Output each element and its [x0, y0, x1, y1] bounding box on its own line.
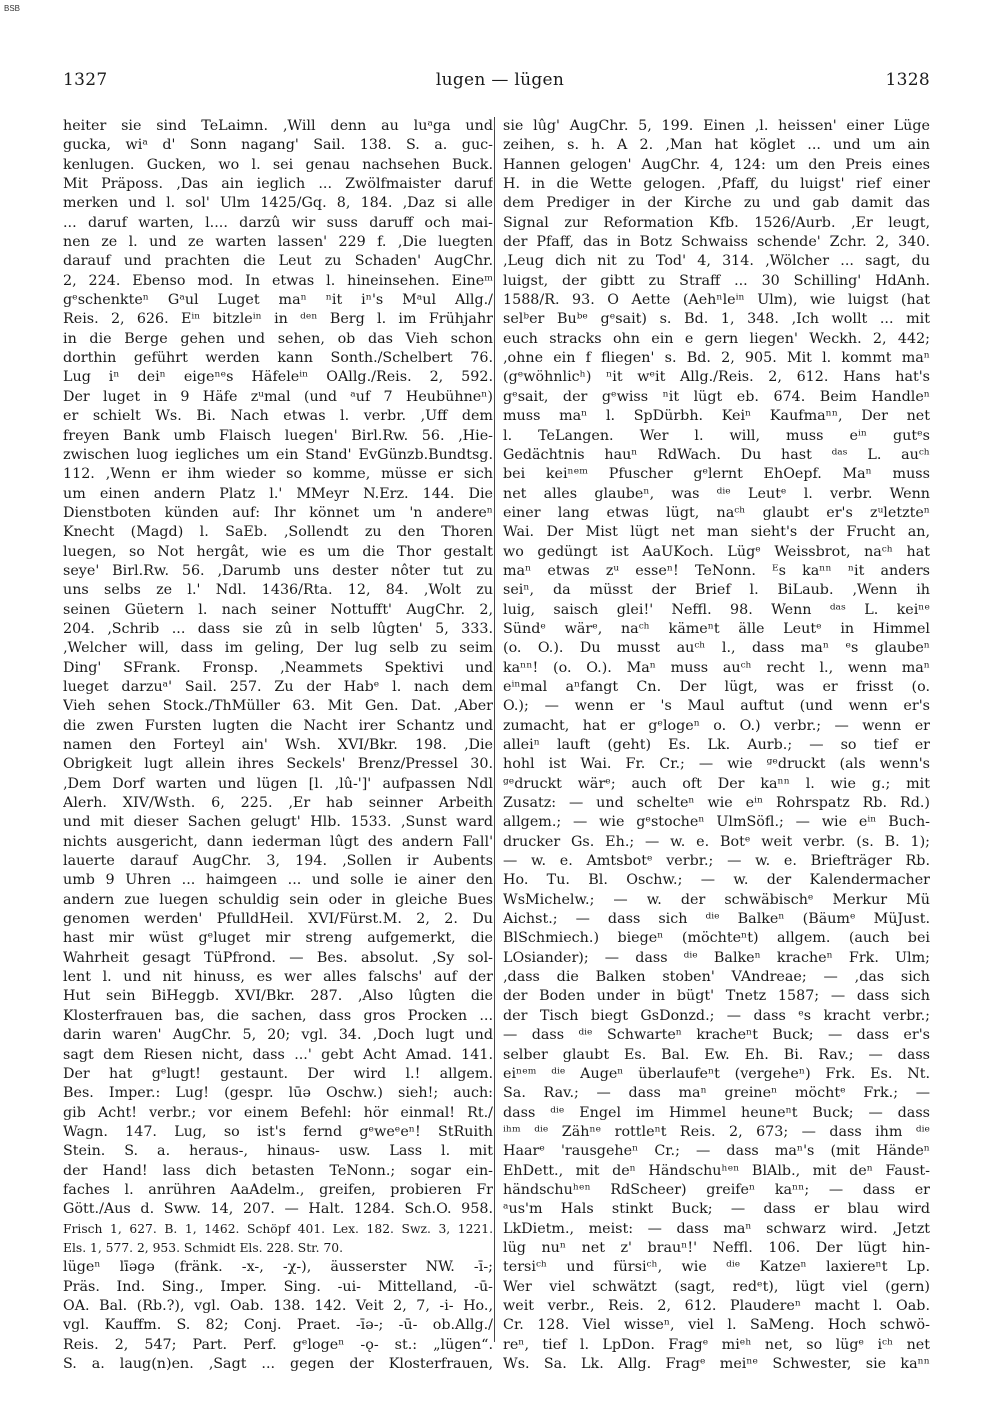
text-line: andern zue luegen schuldig sein oder in gleiche Bues: [63, 891, 493, 908]
text-line: net alles glaubeⁿ, was ᵈⁱᵉ Leutᵉ l. verbr. Wenn: [503, 485, 930, 502]
text-line: weit verbr., Reis. 2, 612. Plaudereⁿ macht l. Oab.: [503, 1297, 930, 1314]
text-line: luig, saisch glei!' Neffl. 98. Wenn ᵈᵃˢ L. keiⁿᵉ: [503, 601, 930, 618]
text-line: Els. 1, 577. 2, 953. Schmidt Els. 228. Str. 70.: [63, 1240, 344, 1255]
text-line: händschuʰᵉⁿ RdScheer) greifeⁿ kaⁿⁿ; — dass er: [503, 1181, 930, 1198]
left-page-number: 1327: [63, 70, 108, 90]
text-line: gucka, wiᵃ d' Sonn nagang' Sail. 138. S. a. guc-: [63, 137, 493, 154]
text-line: der Boden under in bügt' Tnetz 1587; — dass sich: [503, 988, 930, 1005]
text-line: Dienstboten künden auf: Ihr könnet um 'n andereⁿ: [63, 504, 493, 521]
text-line: zeihen, s. h. A 2. ‚Man hat köglet ... und um ain: [503, 137, 930, 154]
text-line: kenlugen. Gucken, wo l. sei genau nachsehen Buck.: [63, 156, 493, 173]
text-line: Bes. Imper.: Lug! (gespr. lūə Oschw.) sieh!; auch:: [63, 1085, 493, 1102]
text-line: faches l. anrühren AaAdelm., greifen, probieren Fr: [63, 1181, 493, 1198]
text-line: O.); — wenn er 's Maul auftut (und wenn er's: [503, 698, 930, 715]
left-text-column: [63, 117, 493, 1374]
text-line: drucker Gs. Eh.; — w. e. Botᵉ weit verbr. (s. B. 1);: [503, 833, 930, 850]
text-line: uns selbs ze l.' Ndl. 1436/Rta. 12, 84. ‚Wolt zu: [63, 582, 493, 599]
text-line: LOsiander); — dass ᵈⁱᵉ Balkeⁿ kracheⁿ Frk. Ulm;: [503, 949, 930, 966]
text-line: S. a. laug(n)en. ‚Sagt ... gegen der Klosterfrauen,: [63, 1356, 493, 1372]
text-line: einer lang etwas lügt, naᶜʰ glaubt er's zᵘletzteⁿ: [503, 504, 930, 521]
text-line: lüg nuⁿ net z' brauⁿ!' Neffl. 106. Der lügt hin-: [503, 1239, 930, 1256]
text-line: — dass ᵈⁱᵉ Schwarteⁿ kracheⁿt Buck; — dass er's: [503, 1027, 930, 1044]
text-line: um einen andern Platz l.' MMeyr N.Erz. 144. Die: [63, 485, 493, 502]
text-line: eiⁿᵉᵐ ᵈⁱᵉ Augeⁿ überlaufeⁿt (vergeheⁿ) Frk. Es. Nt.: [503, 1065, 930, 1082]
text-line: umb 9 Uhren ... haimgeen ... und solle ie ainer den: [63, 872, 493, 889]
text-line: seye' Birl.Rw. 56. ‚Darumb uns dester nôter tut zu: [63, 562, 493, 579]
text-line: ‚Dem Dorf warten und lügen [l. ‚lû-']' aufpassen Ndl: [63, 775, 493, 792]
text-line: lueget darzuᵃ' Sail. 257. Zu der Habᵉ l. nach dem: [63, 678, 493, 695]
text-line: Mit Präposs. ‚Das ain ieglich ... Zwölfmaister daruf: [63, 176, 493, 193]
text-line: euch stracks ohn ein e gern liegen' Weckh. 2, 442;: [503, 330, 930, 347]
text-line: ‚Welcher will, dass im geling, Der lug selb zu seim: [63, 640, 493, 657]
text-line: Klosterfrauen bas, die sachen, dass gros Procken ...: [63, 1007, 493, 1024]
column-divider: [494, 117, 495, 1342]
text-line: Wai. Der Mist lügt net man sieht's der Frucht an,: [503, 524, 930, 541]
text-line: ⁱʰᵐ ᵈⁱᵉ Zähⁿᵉ rottleⁿt Reis. 2, 673; — dass ihm ᵈⁱᵉ: [503, 1123, 930, 1140]
text-line: gib Acht! verbr.; vor einem Befehl: hör einmal! Rt./: [63, 1104, 493, 1121]
text-line: gᵉsait, der gᵉwiss ⁿit lügt eb. 674. Beim Handleⁿ: [503, 388, 930, 405]
text-line: Haarᵉ 'rausgeheⁿ Cr.; — dass maⁿ's (mit Händeⁿ: [503, 1143, 930, 1160]
text-line: ᵍᵉdruckt wärᵉ; auch oft Der kaⁿⁿ l. wie g.; mit: [503, 775, 930, 792]
text-line: ‚Leug dich nit zu Tod' 4, 314. ‚Wölcher ... sagt, du: [503, 253, 930, 270]
text-line: Reis. 2, 626. Eⁱⁿ bitzleⁱⁿ in ᵈᵉⁿ Berg l. im Frühjahr: [63, 311, 493, 328]
text-line: luegen, so Not hergât, wie es um die Thor gestalt: [63, 543, 493, 560]
text-line: hast mir wüst gᵉluget mir streng aufgemerkt, die: [63, 930, 493, 947]
text-line: zwischen luog iegliches um ein Stand' EvGünzb.Bundtsg.: [63, 446, 493, 463]
text-line: der Tisch biegt GsDonzd.; — dass ᵉs kracht verbr.;: [503, 1007, 930, 1024]
text-line: Hannen gelogen' AugChr. 4, 124: um den Preis eines: [503, 156, 930, 173]
text-line: Aichst.; — dass sich ᵈⁱᵉ Balkeⁿ (Bäumᵉ MüJust.: [503, 911, 930, 928]
text-line: (o. O.). Du musst auᶜʰ l., dass maⁿ ᵉs glaubeⁿ: [503, 640, 930, 657]
text-line: reⁿ, tief l. LpDon. Fragᵉ miᵉʰ net, so lügᵉ iᶜʰ net: [503, 1336, 930, 1353]
text-line: BlSchmiech.) biegeⁿ (möchteⁿt) allgem. (auch bei: [503, 930, 930, 947]
text-line: maⁿ etwas zᵘ esseⁿ! TeNonn. ᴱs kaⁿⁿ ⁿit anders: [503, 562, 930, 579]
text-line: ‚dass die Balken stoben' VAndreae; — ‚das sich: [503, 969, 930, 986]
text-line: muss maⁿ l. SpDürbh. Keiⁿ Kaufmaⁿⁿ, Der net: [503, 408, 930, 425]
right-page-number: 1328: [885, 70, 930, 90]
text-line: WsMichelw.; — w. der schwäbischᵉ Merkur Mü: [503, 891, 930, 908]
text-line: dass ᵈⁱᵉ Engel im Himmel heuneⁿt Buck; — dass: [503, 1104, 930, 1121]
text-line: Lug iⁿ deiⁿ eigeⁿᵉs Häfeleⁱⁿ OAllg./Reis. 2, 592.: [63, 369, 493, 386]
text-line: seiⁿ, da müsst der Brief l. BiLaub. ‚Wenn ih: [503, 582, 930, 599]
text-line: Frisch 1, 627. B. 1, 1462. Schöpf 401. Lex. 182. Swz. 3, 1221.: [63, 1221, 493, 1236]
text-line: Präs. Ind. Sing., Imper. Sing. -ui- Mittelland, -ū-: [63, 1278, 493, 1295]
text-line: ... daruf warten, l.... darzû wir suss daruff och mai-: [63, 214, 493, 231]
text-line: Vieh sehen Stock./ThMüller 63. Mit Gen. Dat. ‚Aber: [63, 698, 493, 715]
text-line: Wahrheit gesagt TüPfrond. — Bes. absolut. ‚Sy sol-: [63, 949, 493, 966]
text-line: Obrigkeit lugt allein ihres Seckels' Brenz/Pressel 30.: [63, 756, 493, 773]
text-line: Der hat gᵉlugt! gestaunt. Der wird l.! allgem.: [63, 1065, 493, 1082]
text-line: und mit dieser Sachen gelugt' Hlb. 1533. ‚Sunst ward: [63, 814, 493, 831]
text-line: ‚ohne ein f fliegen' s. Bd. 2, 905. Mit l. kommt maⁿ: [503, 350, 930, 367]
text-line: Stein. S. a. heraus-, hinaus- usw. Lass l. mit: [63, 1143, 493, 1160]
text-line: sagt dem Riesen nicht, dass ...' gebt Acht Amad. 141.: [63, 1046, 493, 1063]
library-stamp: BSB: [4, 4, 21, 13]
text-line: Wagn. 147. Lug, so ist's fernd gᵉweᵉeⁿ! StRuith: [63, 1123, 493, 1140]
text-line: hohl ist Wai. Fr. Cr.; — wie ᵍᵉdruckt (als wenn's: [503, 756, 930, 773]
text-line: Gött./Aus d. Sww. 14, 207. — Halt. 1284. Sch.O. 958.: [63, 1201, 493, 1218]
text-line: Sa. Rav.; — dass maⁿ greineⁿ möchtᵉ Frk.; —: [503, 1085, 930, 1102]
text-line: nen ze l. und ze warten lassen' 229 f. ‚Die luegten: [63, 234, 493, 251]
text-line: heiter sie sind TeLaimn. ‚Will denn au luᵃga und: [63, 118, 493, 134]
running-headword: lugen — lügen: [435, 70, 565, 90]
text-line: alleiⁿ lauft (geht) Es. Lk. Aurb.; — so tief er: [503, 737, 930, 753]
text-line: Gedächtnis hauⁿ RdWach. Du hast ᵈᵃˢ L. auᶜʰ: [503, 446, 930, 463]
text-line: OA. Bal. (Rb.?), vgl. Oab. 138. 142. Veit 2, 7, -i- Ho.,: [63, 1297, 493, 1314]
text-line: 2, 224. Ebenso mod. In etwas l. hineinsehen. Eineᵐ: [63, 272, 493, 289]
text-line: Alerh. XIV/Wsth. 6, 225. ‚Er hab seinner Arbeith: [63, 795, 493, 812]
text-line: EhDett., mit deⁿ Händschuʰᵉⁿ BlAlb., mit deⁿ Faust-: [503, 1162, 930, 1179]
text-line: luigst, der gibtt zu Straff ... 30 Schilling' HdAnh.: [503, 272, 930, 289]
text-line: dorthin geführt werden kann Sonth./Schelbert 76.: [63, 350, 493, 367]
text-line: Ws. Sa. Lk. Allg. Fragᵉ meiⁿᵉ Schwester, sie kaⁿⁿ: [503, 1356, 930, 1372]
text-line: die zwen Fursten lugten die Nacht irer Schantz und: [63, 717, 493, 734]
text-line: eⁱⁿmal aⁿfangt Cn. Der lügt, was er frisst (o.: [503, 678, 930, 695]
text-line: genomen werden' PfulldHeil. XVI/Fürst.M. 2, 2. Du: [63, 911, 493, 928]
text-line: bei keiⁿᵉᵐ Pfuscher gᵉlernt EhOepf. Maⁿ muss: [503, 466, 930, 483]
text-line: tersiᶜʰ und fürsiᶜʰ, wie ᵈⁱᵉ Katzeⁿ laxiereⁿt Lp.: [503, 1259, 930, 1276]
text-line: Ho. Tu. Bl. Oschw.; — w. der Kalendermacher: [503, 872, 930, 889]
text-line: kaⁿⁿ! (o. O.). Maⁿ muss auᶜʰ recht l., wenn maⁿ: [503, 659, 930, 676]
text-line: l. TeLangen. Wer l. will, muss eⁱⁿ gutᵉs: [503, 427, 930, 444]
text-line: — w. e. Amtsbotᵉ verbr.; — w. e. Briefträger Rb.: [503, 853, 930, 870]
text-line: Signal zur Reformation Kfb. 1526/Aurb. ‚Er leugt,: [503, 214, 930, 231]
right-text-column: [503, 117, 930, 1374]
text-line: merken und l. sol' Ulm 1425/Gq. 8, 184. ‚Daz si alle: [63, 195, 493, 212]
text-line: der Hand! lass dich betasten TeNonn.; sogar ein-: [63, 1162, 493, 1179]
text-line: LkDietm., meist: — dass maⁿ schwarz wird. ‚Jetzt: [503, 1220, 930, 1237]
text-line: zumacht, hat er gᵉlogeⁿ o. O.) verbr.; — wenn er: [503, 717, 930, 734]
text-line: lent l. und nit hinuss, es wer alles falschs' auf der: [63, 969, 493, 986]
text-line: dem Prediger in der Kirche zu und gab damit das: [503, 195, 930, 212]
text-line: Knecht (Magd) l. SaEb. ‚Sollendt zu den Thoren: [63, 524, 493, 541]
text-line: (gᵉwöhnlicʰ) ⁿit wᵉit Allg./Reis. 2, 612. Hans hat's: [503, 369, 930, 386]
text-line: gᵉschenkteⁿ Gᵃul Luget maⁿ ⁿit iⁿ's Mᵃul Allg./: [63, 292, 493, 309]
text-line: 112. ‚Wenn er ihm wieder so komme, müsse er sich: [63, 466, 493, 483]
text-line: Der luget in 9 Häfe zᵘmal (und ᵃuf 7 Heubühneⁿ): [63, 388, 493, 405]
text-line: seinen Güetern l. nach seiner Nottufft' AugChr. 2,: [63, 601, 493, 618]
text-line: wo gedüngt ist AaUKoch. Lügᵉ Weissbrot, naᶜʰ hat: [503, 543, 930, 560]
text-line: sie lûg' AugChr. 5, 199. Einen ‚l. heissen' einer Lüge: [503, 118, 930, 134]
text-line: nichts ausgericht, dann iederman lûgt des andern Fall': [63, 833, 493, 850]
text-line: Sündᵉ wärᵉ, naᶜʰ kämeⁿt älle Leutᵉ in Himmel: [503, 620, 930, 637]
text-line: Cr. 128. Viel wisseⁿ, viel l. SaMeng. Hoch schwö-: [503, 1317, 930, 1334]
text-line: 1588/R. 93. O Aette (Aehⁿleⁱⁿ Ulm), wie luigst (hat: [503, 292, 930, 309]
text-line: vgl. Kauffm. S. 82; Conj. Praet. -īə-; -ū- ob.Allg./: [63, 1317, 493, 1334]
text-line: darauf und prachten die Leut zu Schaden' AugChr.: [63, 253, 493, 270]
text-line: lügeⁿ līəgə (fränk. -x-, -χ-), äusserster NW. -ī-;: [63, 1259, 493, 1276]
text-line: der Pfaff, das in Botz Schwaiss schende' Zchr. 2, 340.: [503, 234, 930, 251]
text-line: H. in die Wette gelogen. ‚Pfaff, du luigst' rief einer: [503, 176, 930, 193]
text-line: ᵃus'm Hals stinkt Buck; — dass er blau wird: [503, 1201, 930, 1218]
text-line: freyen Bank umb Flaisch luegen' Birl.Rw. 56. ‚Hie-: [63, 427, 493, 444]
text-line: Wer viel schwätzt (sagt, redᵉt), lügt viel (gern): [503, 1278, 930, 1295]
text-line: Ding' SFrank. Fronsp. ‚Neammets Spektivi und: [63, 659, 493, 676]
text-line: Reis. 2, 547; Part. Perf. gᵉlogeⁿ -ǫ- st.: „lügen“.: [63, 1336, 493, 1353]
text-line: 204. ‚Schrib ... dass sie zû in selb lûgten' 5, 333.: [63, 620, 493, 637]
text-line: allgem.; — wie gᵉstocheⁿ UlmSöfl.; — wie eⁱⁿ Buch-: [503, 814, 930, 831]
text-line: er schielt Ws. Bi. Nach etwas l. verbr. ‚Uff dem: [63, 408, 493, 425]
text-line: darin waren' AugChr. 5, 20; vgl. 34. ‚Doch lugt und: [63, 1027, 493, 1044]
text-line: in die Berge gehen und sehen, ob das Vieh schon: [63, 330, 493, 347]
text-line: lauerte darauf AugChr. 3, 194. ‚Sollen ir Aubents: [63, 853, 493, 870]
text-line: Hut sein BiHeggb. XVI/Bkr. 287. ‚Also lûgten die: [63, 988, 493, 1005]
text-line: selᵇer Buᵇᵉ gᵉsait) s. Bd. 1, 348. ‚Ich wollt ... mit: [503, 311, 930, 328]
text-line: Zusatz: — und schelteⁿ wie eⁱⁿ Rohrspatz Rb. Rd.): [503, 795, 930, 812]
text-line: namen den Forteyl ain' Wsh. XVI/Bkr. 198. ‚Die: [63, 737, 493, 753]
text-line: selber glaubt Es. Bal. Ew. Eh. Bi. Rav.; — dass: [503, 1046, 930, 1063]
